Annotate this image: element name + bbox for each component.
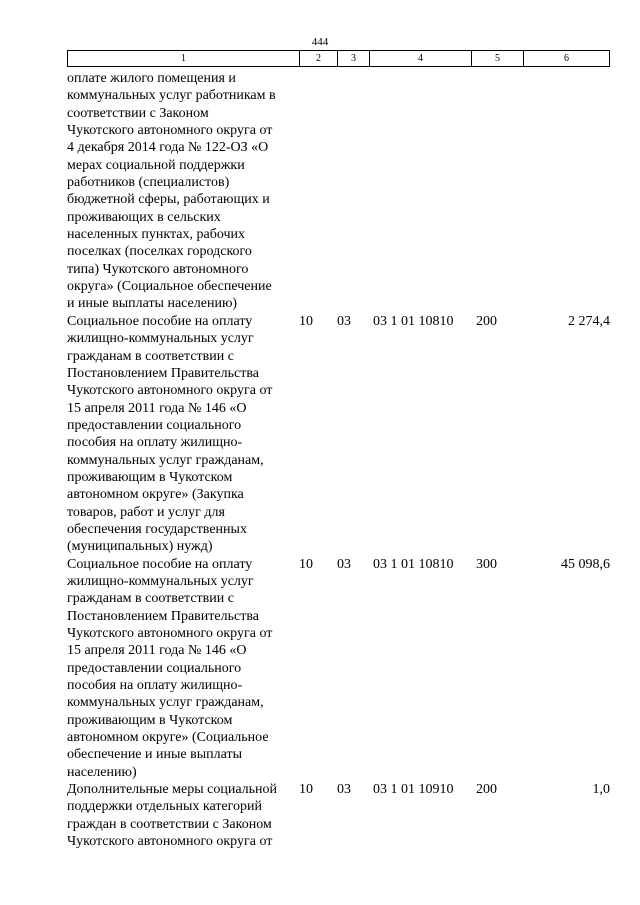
- column-header-row: [68, 51, 610, 67]
- row-name: Социальное пособие на оплату жилищно-коммунальных услуг гражданам в соответствии с Постановлением Правительства Чукотского автономного округа от 15 апреля 2011 года № 146 «О предоставлении социального пособия на оплату жилищно- коммунальных услуг гражданам, проживающим в Чукотском автономном округе» (Социальное обеспечение и иные выплаты населению): [67, 556, 273, 780]
- row-podrazdel: 03: [337, 313, 351, 329]
- row-expense-type: 200: [476, 313, 497, 329]
- column-header-table: [67, 50, 610, 67]
- row-amount: 45 098,6: [561, 556, 610, 572]
- budget-table-body: [0, 70, 640, 850]
- row-name: Дополнительные меры социальной поддержки отдельных категорий граждан в соответствии с Законом Чукотского автономного округа от: [67, 782, 278, 850]
- row-name: оплате жилого помещения и коммунальных услуг работникам в соответствии с Законом Чукотского автономного округа от 4 декабря 2014 года № 122-ОЗ «О мерах социальной поддержки работников (специалистов) бюджетной сферы, работающих и проживающих в сельских населенных пунктах, рабочих поселках (поселках городского типа) Чукотского автономного округа» (Социальное обеспечение и иные выплаты населению): [67, 71, 276, 312]
- row-razdel: 10: [299, 313, 313, 329]
- row-razdel: 10: [299, 782, 313, 798]
- row-amount: 1,0: [592, 782, 610, 798]
- table-row: [0, 313, 640, 556]
- row-target-code: 03 1 01 10810: [373, 556, 454, 572]
- row-target-code: 03 1 01 10910: [373, 782, 454, 798]
- row-target-code: 03 1 01 10810: [373, 313, 454, 329]
- column-header-4: 4: [370, 51, 472, 67]
- table-row: [0, 556, 640, 781]
- row-expense-type: 300: [476, 556, 497, 572]
- column-header-3: 3: [338, 51, 370, 67]
- table-row: [0, 70, 640, 313]
- column-header-2: 2: [300, 51, 338, 67]
- row-razdel: 10: [299, 556, 313, 572]
- column-header-1: 1: [68, 51, 300, 67]
- row-podrazdel: 03: [337, 782, 351, 798]
- column-header-5: 5: [472, 51, 524, 67]
- row-amount: 2 274,4: [568, 313, 610, 329]
- row-name: Социальное пособие на оплату жилищно-коммунальных услуг гражданам в соответствии с Постановлением Правительства Чукотского автономного округа от 15 апреля 2011 года № 146 «О предоставлении социального пособия на оплату жилищно- коммунальных услуг гражданам, проживающим в Чукотском автономном округе» (Закупка товаров, работ и услуг для обеспечения государственных (муниципальных) нужд): [67, 313, 273, 555]
- row-expense-type: 200: [476, 782, 497, 798]
- table-row: [0, 781, 640, 850]
- row-podrazdel: 03: [337, 556, 351, 572]
- page-number: 444: [311, 36, 329, 48]
- column-header-6: 6: [524, 51, 610, 67]
